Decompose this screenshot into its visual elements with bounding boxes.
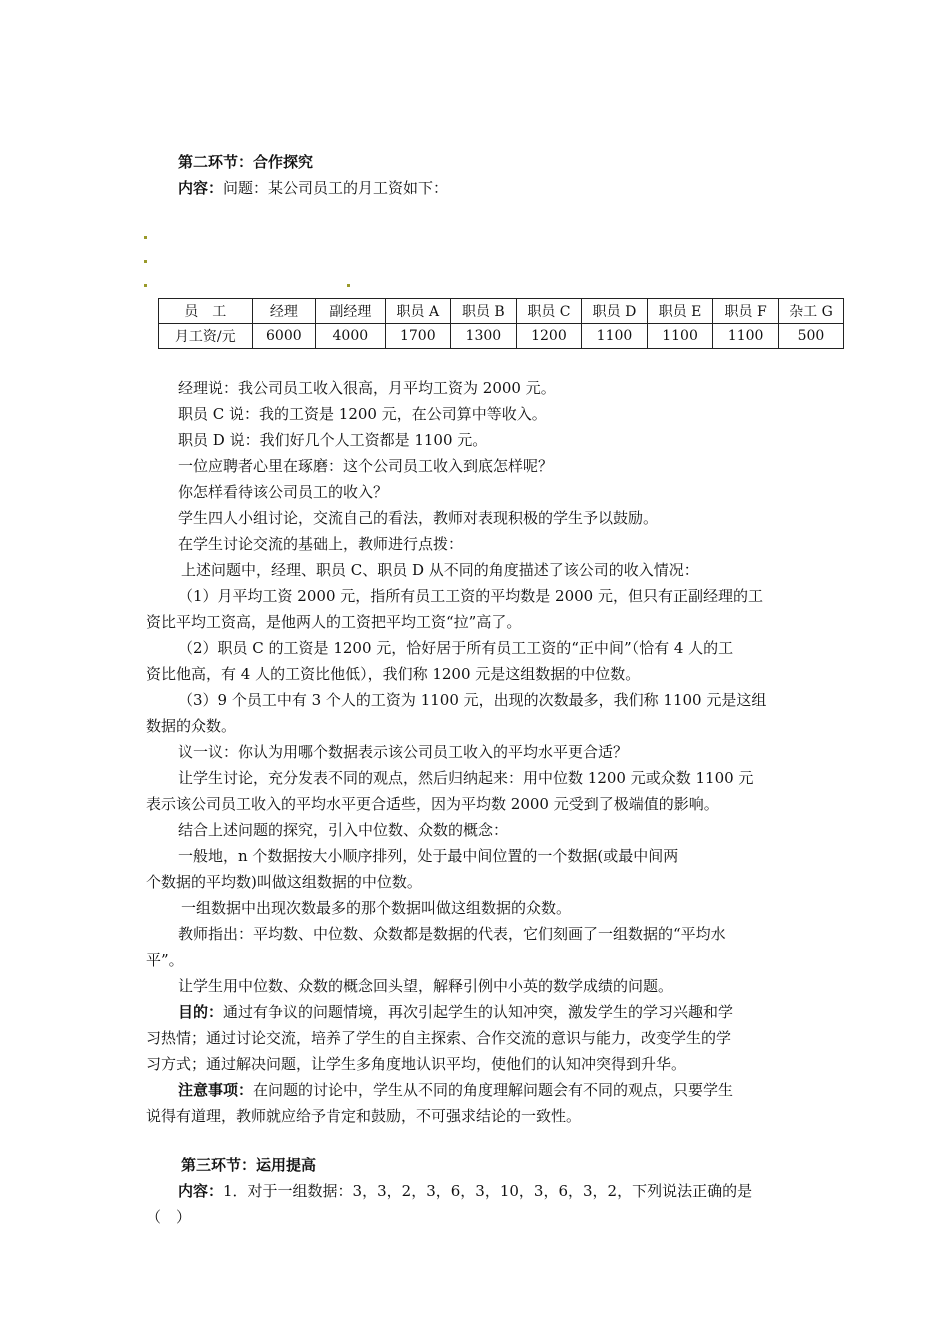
paragraph-line: 上述问题中，经理、职员 C、职员 D 从不同的角度描述了该公司的收入情况： (181, 561, 699, 579)
paragraph-line: 资比他高，有 4 人的工资比他低），我们称 1200 元是这组数据的中位数。 (146, 665, 641, 683)
content-label: 内容： (178, 179, 224, 197)
paragraph-line: 让学生用中位数、众数的概念回头望，解释引例中小英的数学成绩的问题。 (178, 977, 674, 995)
paragraph-line: 一位应聘者心里在琢磨：这个公司员工收入到底怎样呢？ (178, 457, 554, 475)
marker-dot (347, 284, 350, 287)
paragraph-line: （2）职员 C 的工资是 1200 元，恰好居于所有员工工资的“正中间”（恰有 4 人的工 (178, 639, 734, 657)
purpose-text: 通过有争议的问题情境，再次引起学生的认知冲突，激发学生的学习兴趣和学 (223, 1003, 734, 1021)
salary-table (158, 298, 844, 349)
marker-dot (144, 284, 147, 287)
table-cell: 1100 (713, 324, 779, 349)
table-cell: 职员 A (385, 299, 451, 324)
table-row (159, 324, 844, 349)
notes-label: 注意事项： (178, 1081, 254, 1099)
paragraph-line: 个数据的平均数)叫做这组数据的中位数。 (146, 873, 422, 891)
section3-content-line2: （ ） (146, 1208, 192, 1226)
paragraph-line: 数据的众数。 (146, 717, 237, 735)
paragraph-line: 职员 D 说：我们好几个人工资都是 1100 元。 (178, 431, 488, 449)
paragraph-line: 你怎样看待该公司员工的收入？ (178, 483, 389, 501)
table-cell: 职员 B (451, 299, 517, 324)
content-text: 问题：某公司员工的月工资如下： (223, 179, 449, 197)
table-cell: 杂工 G (778, 299, 843, 324)
table-cell: 职员 D (582, 299, 648, 324)
paragraph-line: （3）9 个员工中有 3 个人的工资为 1100 元，出现的次数最多，我们称 1100 元是这组 (178, 691, 767, 709)
section2-content (178, 178, 448, 198)
table-cell: 1200 (516, 324, 582, 349)
table-cell: 副经理 (316, 299, 385, 324)
table-header-row (159, 299, 844, 324)
paragraph-line: 平”。 (146, 951, 184, 969)
paragraph-line: 经理说：我公司员工收入很高，月平均工资为 2000 元。 (178, 379, 556, 397)
table-cell: 1700 (385, 324, 451, 349)
section2-heading: 第二环节：合作探究 (178, 153, 314, 171)
content-label: 内容： (178, 1182, 224, 1200)
table-cell: 职员 E (647, 299, 713, 324)
table-cell: 职员 C (516, 299, 582, 324)
content-text: 1．对于一组数据：3，3，2，3，6，3，10，3，6，3，2，下列说法正确的是 (223, 1182, 753, 1200)
paragraph-line: 职员 C 说：我的工资是 1200 元，在公司算中等收入。 (178, 405, 547, 423)
paragraph-line: 教师指出：平均数、中位数、众数都是数据的代表，它们刻画了一组数据的“平均水 (178, 925, 726, 943)
paragraph-line: 表示该公司员工收入的平均水平更合适些，因为平均数 2000 元受到了极端值的影响。 (146, 795, 719, 813)
paragraph-line: 学生四人小组讨论，交流自己的看法，教师对表现积极的学生予以鼓励。 (178, 509, 659, 527)
table-cell: 1100 (582, 324, 648, 349)
purpose-line: 习热情；通过讨论交流，培养了学生的自主探索、合作交流的意识与能力，改变学生的学 (146, 1029, 732, 1047)
table-cell: 4000 (316, 324, 385, 349)
paragraph-line: 资比平均工资高，是他两人的工资把平均工资“拉”高了。 (146, 613, 522, 631)
paragraph-line: 议一议：你认为用哪个数据表示该公司员工收入的平均水平更合适？ (178, 743, 629, 761)
notes-text: 在问题的讨论中，学生从不同的角度理解问题会有不同的观点，只要学生 (253, 1081, 734, 1099)
notes-line: 说得有道理，教师就应给予肯定和鼓励，不可强求结论的一致性。 (146, 1107, 582, 1125)
section3-content (178, 1181, 752, 1201)
table-cell: 员 工 (159, 299, 253, 324)
table-cell: 500 (778, 324, 843, 349)
purpose-line (178, 1002, 733, 1022)
notes-line (178, 1080, 733, 1100)
table-cell: 月工资/元 (159, 324, 253, 349)
table-cell: 职员 F (713, 299, 779, 324)
paragraph-line: 一般地，n 个数据按大小顺序排列，处于最中间位置的一个数据(或最中间两 (178, 847, 679, 865)
table-cell: 经理 (252, 299, 316, 324)
paragraph-line: 结合上述问题的探究，引入中位数、众数的概念： (178, 821, 509, 839)
marker-dot (144, 260, 147, 263)
purpose-line: 习方式；通过解决问题，让学生多角度地认识平均，使他们的认知冲突得到升华。 (146, 1055, 687, 1073)
paragraph-line: 在学生讨论交流的基础上，教师进行点拨： (178, 535, 464, 553)
table-cell: 1300 (451, 324, 517, 349)
section3-heading: 第三环节：运用提高 (181, 1156, 317, 1174)
table-cell: 1100 (647, 324, 713, 349)
paragraph-line: 一组数据中出现次数最多的那个数据叫做这组数据的众数。 (181, 899, 572, 917)
purpose-label: 目的： (178, 1003, 224, 1021)
paragraph-line: 让学生讨论，充分发表不同的观点，然后归纳起来：用中位数 1200 元或众数 1100 元 (178, 769, 754, 787)
paragraph-line: （1）月平均工资 2000 元，指所有员工工资的平均数是 2000 元，但只有正副经理的工 (178, 587, 763, 605)
table-cell: 6000 (252, 324, 316, 349)
marker-dot (144, 236, 147, 239)
